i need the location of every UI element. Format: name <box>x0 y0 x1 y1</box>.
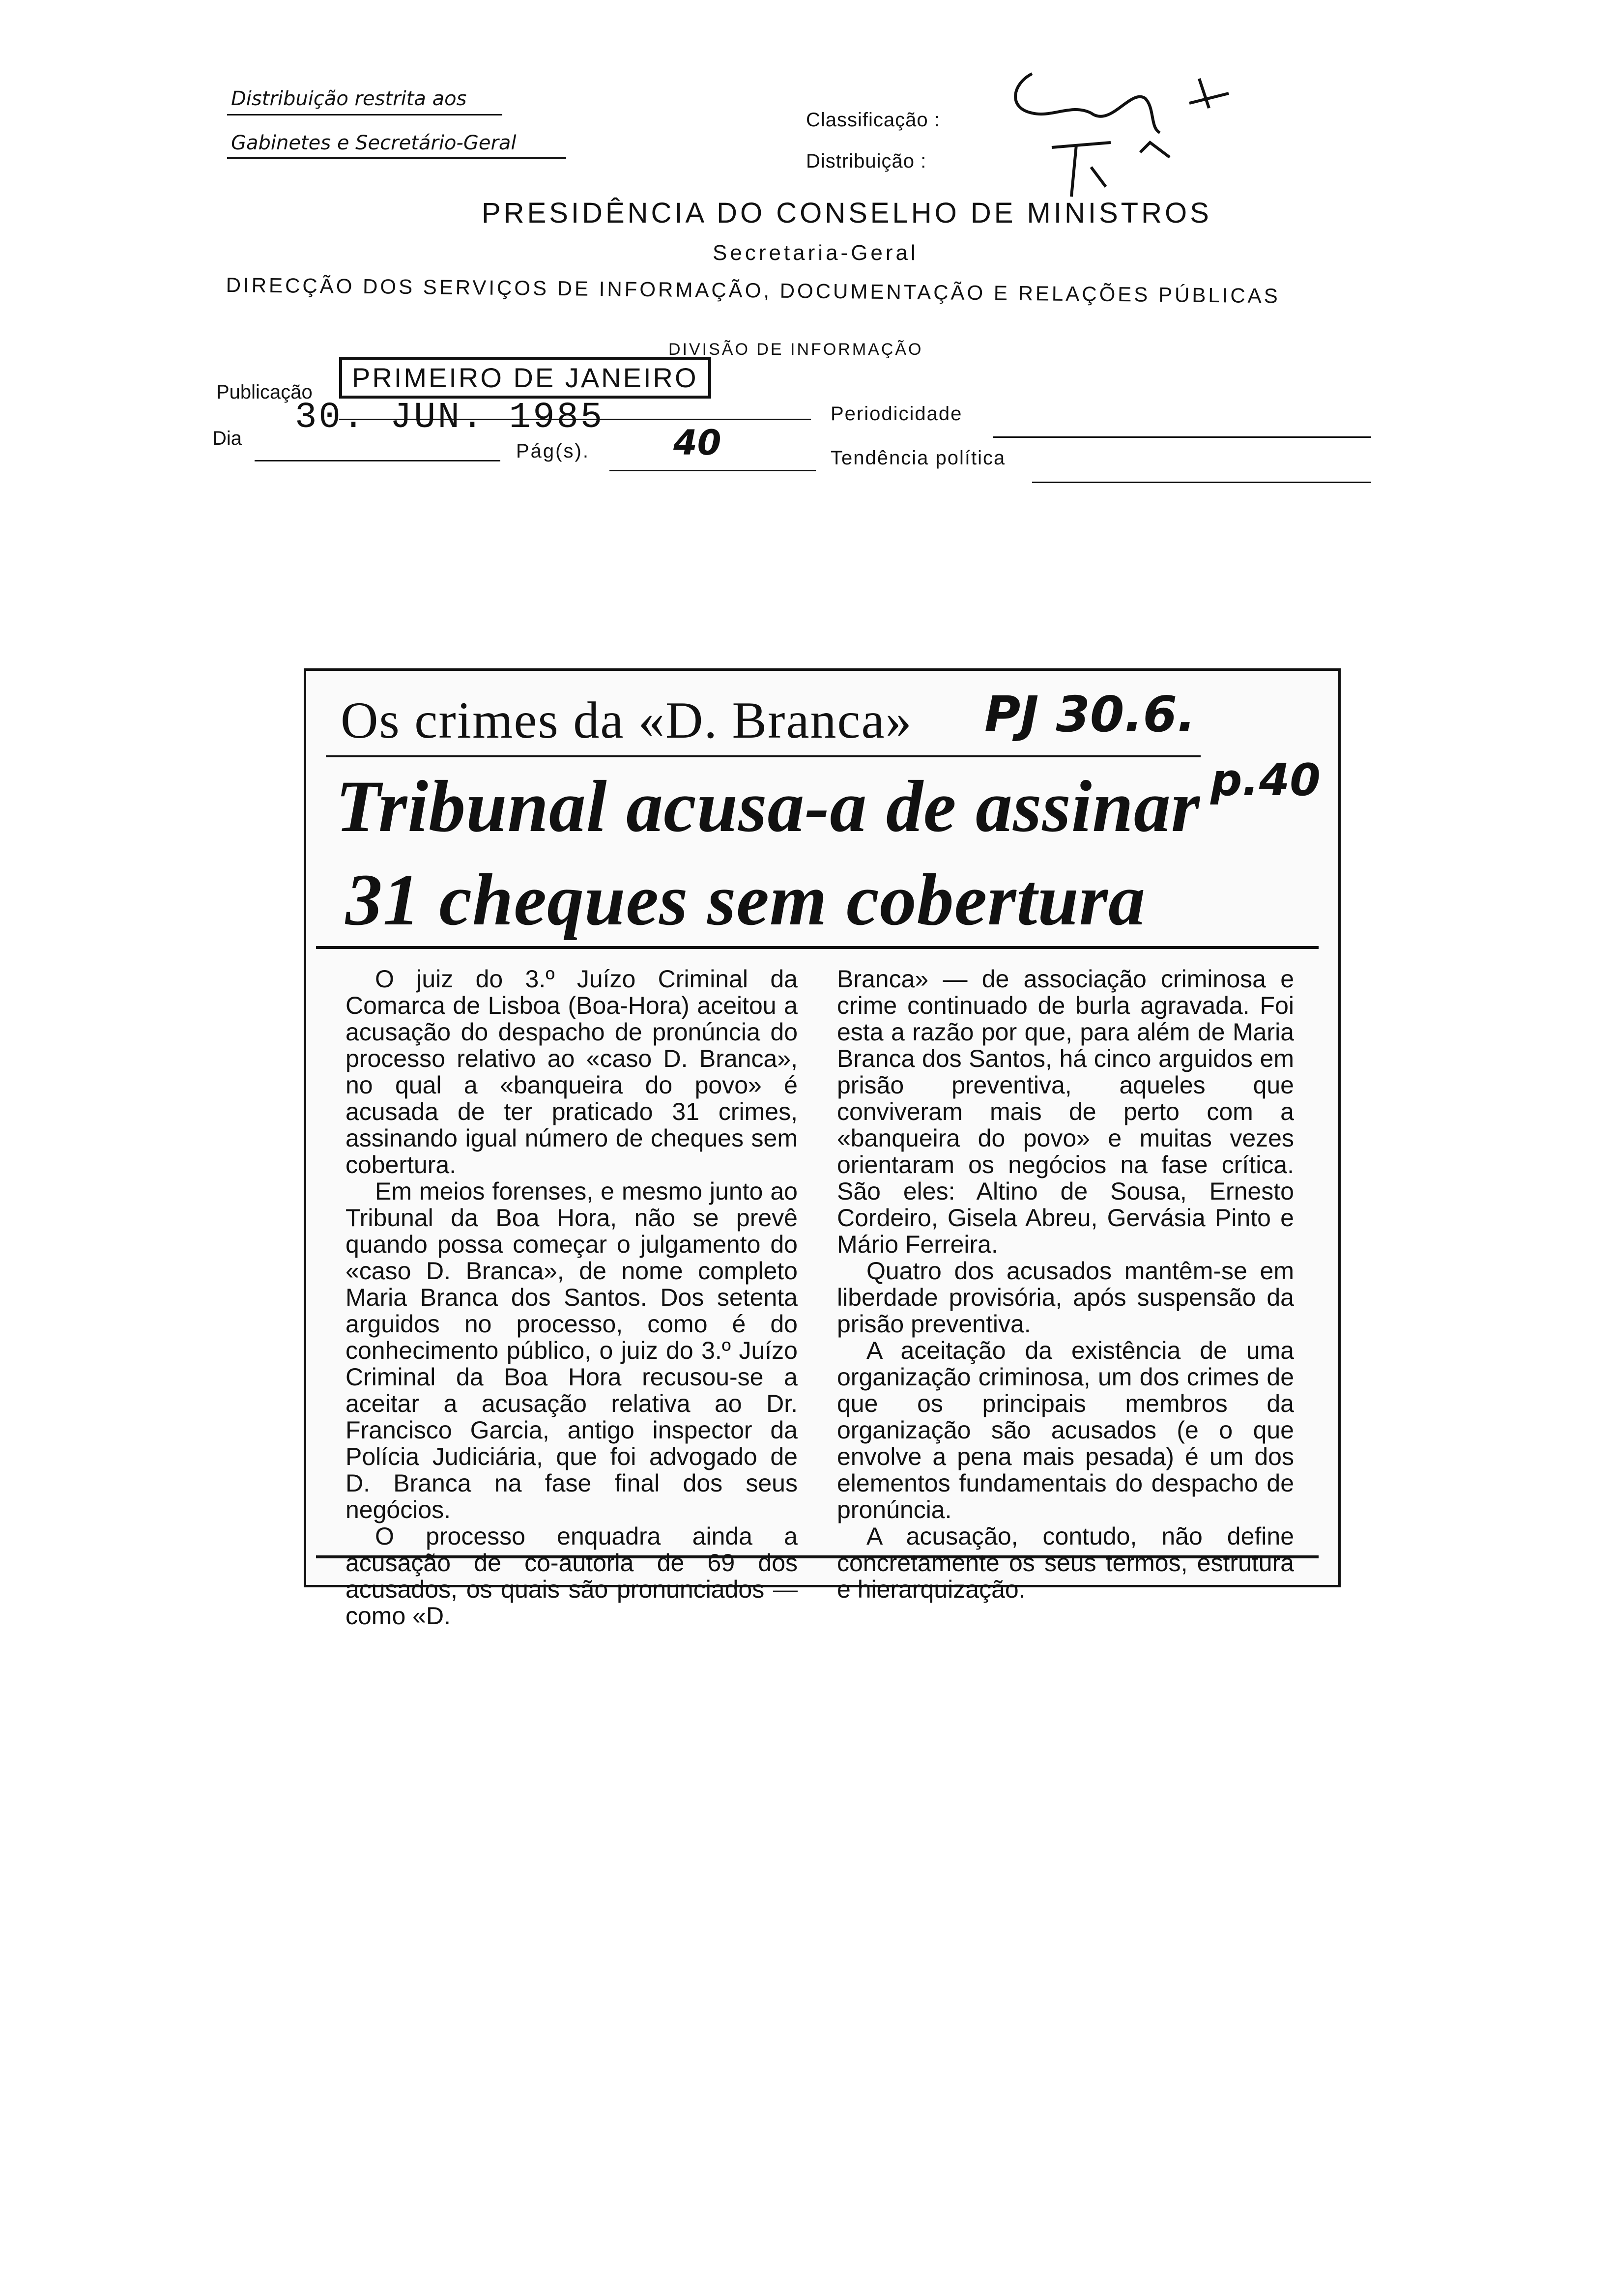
periodicidade-underline <box>993 436 1371 438</box>
dia-value: 30. JUN. 1985 <box>295 397 604 438</box>
dia-underline <box>255 460 500 461</box>
col1-paragraph-2: Em meios forenses, e mesmo junto ao Tribunal da Boa Hora, não se prevê quando possa começar o julgamento do «caso D. Branca», de nome completo Maria Branca dos Santos. Dos setenta arguidos no processo, como é do conhecimento público, o juiz do 3.º Juízo Criminal da Boa Hora recusou-se a aceitar a acusação relativa ao Dr. Francisco Garcia, antigo inspector da Polícia Judiciária, que foi advogado de D. Branca na fase final dos seus negócios. <box>345 1177 798 1523</box>
col2-paragraph-4: A acusação, contudo, não define concretamente os seus termos, estrutura e hierarquização. <box>837 1522 1294 1603</box>
article-column-1 <box>345 966 798 1629</box>
clipping-bottom-rule <box>316 1555 1319 1558</box>
dia-label: Dia <box>212 428 242 449</box>
article-column-2 <box>837 966 1294 1603</box>
underline-1 <box>227 114 502 115</box>
headline-line-2: 31 cheques sem cobertura <box>345 859 1146 941</box>
article-kicker: Os crimes da «D. Branca» <box>341 691 913 749</box>
presidencia-title: PRESIDÊNCIA DO CONSELHO DE MINISTROS <box>482 197 1212 229</box>
handwritten-page-note: p.40 <box>1210 754 1321 806</box>
restricted-line-1: Distribuição restrita aos <box>231 87 467 110</box>
restricted-line-2: Gabinetes e Secretário-Geral <box>231 132 517 154</box>
periodicidade-label: Periodicidade <box>831 403 963 425</box>
newspaper-clipping <box>304 668 1341 1630</box>
tendencia-label: Tendência política <box>831 447 1006 469</box>
col1-paragraph-3: O processo enquadra ainda a acusação de co-autoria de 69 dos acusados, os quais são pronunciados — como «D. <box>345 1522 798 1630</box>
underline-2 <box>227 157 566 159</box>
col2-paragraph-1: Branca» — de associação criminosa e crime continuado de burla agravada. Foi esta a razão por que, para além de Maria Branca dos Santos, há cinco arguidos em prisão preventiva, aqueles que conviveram mais de perto com a «banqueira do povo» e muitas vezes orientaram os negócios na fase crítica. São eles: Altino de Sousa, Ernesto Cordeiro, Gisela Abreu, Gervásia Pinto e Mário Ferreira. <box>837 965 1294 1258</box>
divisao-label: DIVISÃO DE INFORMAÇÃO <box>668 340 923 359</box>
handwritten-date-note: PJ 30.6. <box>984 686 1196 743</box>
kicker-rule <box>326 755 1201 757</box>
handwritten-initials-mark <box>1003 59 1248 206</box>
pags-underline <box>609 470 816 471</box>
pags-value: 40 <box>673 423 721 463</box>
tendencia-underline <box>1032 482 1371 483</box>
headline-line-1: Tribunal acusa-a de assinar <box>336 766 1201 847</box>
publicacao-label: Publicação <box>216 381 313 403</box>
classificacao-label: Classificação : <box>806 109 940 131</box>
publicacao-stamp: PRIMEIRO DE JANEIRO <box>339 357 711 399</box>
secretaria-geral: Secretaria-Geral <box>713 241 919 265</box>
distribuicao-label: Distribuição : <box>806 150 927 172</box>
col1-paragraph-1: O juiz do 3.º Juízo Criminal da Comarca de Lisboa (Boa-Hora) aceitou a acusação do despacho de pronúncia do processo relativo ao «caso D. Branca», no qual a «banqueira do povo» é acusada de ter praticado 31 crimes, assinando igual número de cheques sem cobertura. <box>345 965 798 1178</box>
col2-paragraph-2: Quatro dos acusados mantêm-se em liberdade provisória, após suspensão da prisão preventiva. <box>837 1257 1294 1338</box>
direccao-line: DIRECÇÃO DOS SERVIÇOS DE INFORMAÇÃO, DOCUMENTAÇÃO E RELAÇÕES PÚBLICAS <box>226 273 1280 308</box>
pags-label: Pág(s). <box>516 440 590 462</box>
col2-paragraph-3: A aceitação da existência de uma organização criminosa, um dos crimes de que os principais membros da organização são acusados (e o que envolve a pena mais pesada) é um dos elementos fundamentais do despacho de pronúncia. <box>837 1337 1294 1523</box>
headline-rule <box>316 946 1319 949</box>
